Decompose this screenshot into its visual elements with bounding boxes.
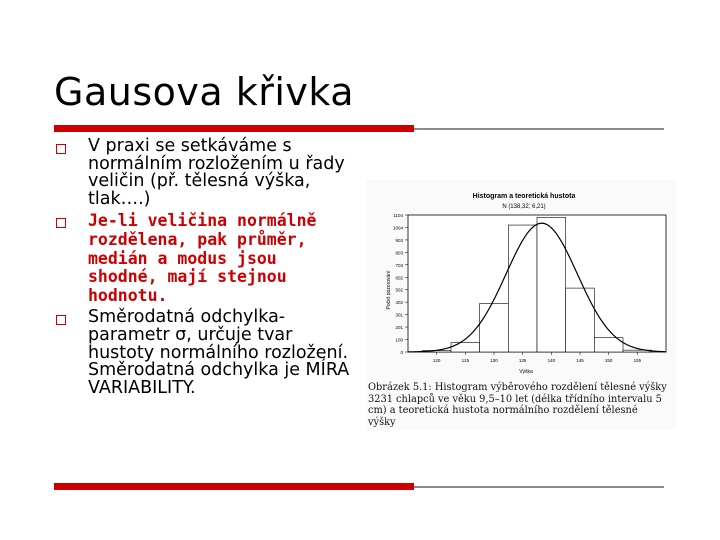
y-tick-label: 502 [395, 287, 403, 293]
square-bullet-icon [56, 315, 66, 325]
y-tick-label: 903 [395, 237, 403, 243]
y-axis-label: Počet pozorování [386, 270, 392, 310]
histogram-bar [508, 225, 537, 352]
title-underline-red [54, 125, 414, 132]
histogram-figure [366, 180, 676, 430]
x-tick-label: 155 [633, 358, 642, 363]
x-axis-label: Výška [519, 369, 533, 375]
y-tick-label: 100 [395, 337, 403, 343]
histogram-chart [366, 180, 676, 380]
x-tick-label: 145 [576, 358, 584, 363]
figure-caption: Obrázek 5.1: Histogram výběrového rozdělení tělesné výšky 3231 chlapců ve věku 9,5–10 let (délka třídního intervalu 5 cm) a teoretická hustota normálního rozdělení tělesné výšky [368, 382, 667, 428]
y-tick-label: 1104 [393, 213, 403, 218]
plot-area [393, 213, 666, 363]
bullet-item [54, 309, 354, 397]
x-tick-label: 130 [490, 358, 498, 363]
bullet-text: V praxi se setkáváme s normálním rozložením u řady veličin (př. tělesná výška, tlak….) [88, 136, 345, 209]
bullet-item-highlighted [54, 212, 354, 305]
bullet-item [54, 138, 354, 208]
x-tick-label: 140 [547, 358, 556, 363]
square-bullet-icon [56, 218, 66, 228]
bullet-text: Směrodatná odchylka- parametr σ, určuje tvar hustoty normálního rozložení. Směrodatná odchylka je MÍRA VARIABILITY. [88, 307, 350, 398]
y-tick-label: 301 [395, 312, 403, 318]
y-tick-label: 402 [395, 300, 403, 306]
chart-subtitle: N (138,32; 6,21) [502, 204, 546, 210]
y-tick-label: 201 [395, 325, 403, 331]
y-tick-label: 803 [395, 250, 403, 256]
y-tick-label: 0 [400, 350, 403, 355]
x-tick-label: 150 [604, 358, 613, 363]
title-underline-gray [414, 128, 664, 130]
x-tick-label: 125 [461, 358, 470, 363]
bullet-list [54, 138, 354, 401]
y-tick-label: 602 [395, 275, 403, 281]
y-tick-label: 703 [395, 262, 403, 268]
histogram-bar [537, 217, 566, 352]
histogram-bar [451, 343, 480, 352]
y-tick-label: 1004 [392, 225, 403, 231]
footer-rule-red [54, 483, 414, 490]
histogram-bar [566, 288, 595, 352]
x-tick-label: 135 [518, 358, 527, 363]
bullet-text: Je-li veličina normálně rozdělena, pak průměr, medián a modus jsou shodné, mají stejnou hodnotu. [88, 211, 317, 305]
x-tick-label: 120 [432, 358, 441, 363]
slide-title: Gausova křivka [54, 70, 355, 114]
square-bullet-icon [56, 144, 66, 154]
footer-rule-gray [414, 486, 664, 488]
histogram-bar [480, 303, 509, 352]
chart-title: Histogram a teoretická hustota [472, 193, 576, 200]
